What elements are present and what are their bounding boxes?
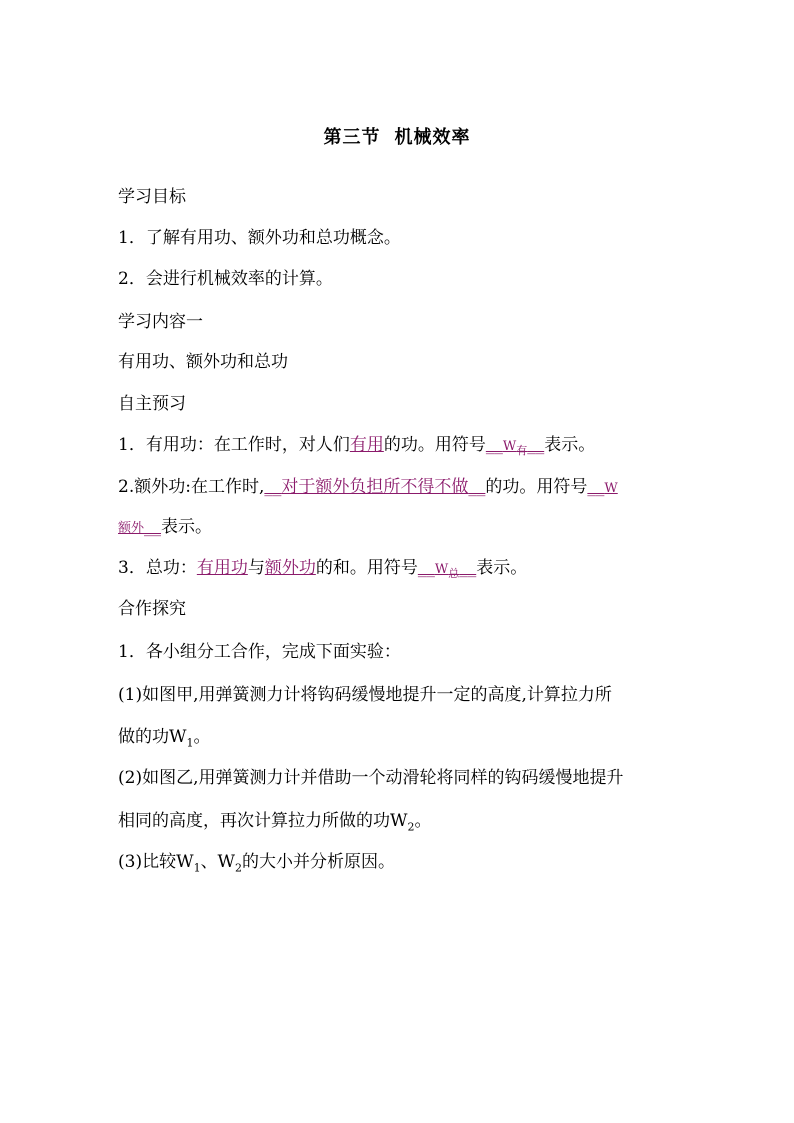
goal-item-1: 1．了解有用功、额外功和总功概念。 [118, 228, 401, 248]
text: 表示。 [544, 435, 596, 455]
answer-extra-def: __对于额外负担所不得不做__ [264, 477, 486, 497]
content-heading: 学习内容一 [118, 312, 203, 332]
text: 3．总功： [118, 558, 197, 578]
text: 表示。 [476, 558, 528, 578]
preview-item-3 [118, 557, 527, 581]
coop-item-1-part1: (1)如图甲,用弹簧测力计将钩码缓慢地提升一定的高度,计算拉力所 [118, 685, 612, 705]
coop-item-1-part1-cont: 做的功$W_1$。 [118, 727, 211, 750]
text: 2.额外功:在工作时, [118, 477, 265, 497]
answer-symbol-extra-b: 额外__ [118, 517, 162, 537]
text: 与 [247, 558, 265, 578]
text: 1．有用功：在工作时，对人们 [118, 435, 350, 455]
coop-heading: 合作探究 [118, 599, 186, 619]
title-section: 第三节 [323, 127, 381, 148]
text: 的功。用符号 [485, 477, 588, 497]
preview-item-2 [118, 476, 618, 500]
preview-item-1 [118, 434, 595, 458]
coop-item-1: 1．各小组分工合作，完成下面实验： [118, 642, 401, 662]
coop-item-1-part2-cont: 相同的高度，再次计算拉力所做的功$W_2$。 [118, 811, 432, 834]
goals-heading: 学习目标 [118, 187, 186, 207]
content-subheading: 有用功、额外功和总功 [118, 352, 288, 372]
answer-useful: 有用 [349, 435, 384, 455]
answer-useful-work: 有用功 [196, 558, 248, 578]
answer-extra-work: 额外功 [264, 558, 316, 578]
preview-item-2-cont [118, 516, 212, 540]
text: 的和。用符号 [315, 558, 418, 578]
text: 表示。 [161, 517, 213, 537]
coop-item-1-part3: (3)比较$W_1$、$W_2$的大小并分析原因。 [118, 852, 396, 875]
text: 的功。用符号 [383, 435, 486, 455]
answer-symbol-extra-a: __W [587, 477, 618, 497]
page-title [0, 123, 794, 149]
answer-symbol-total: $\_\_W_总\_\_$ [417, 558, 477, 580]
title-topic: 机械效率 [394, 127, 471, 148]
answer-symbol-useful: $\_\_W_有\_\_$ [485, 435, 545, 457]
goal-item-2: 2．会进行机械效率的计算。 [118, 269, 333, 289]
coop-item-1-part2: (2)如图乙,用弹簧测力计并借助一个动滑轮将同样的钩码缓慢地提升 [118, 768, 624, 788]
preview-heading: 自主预习 [118, 394, 186, 414]
